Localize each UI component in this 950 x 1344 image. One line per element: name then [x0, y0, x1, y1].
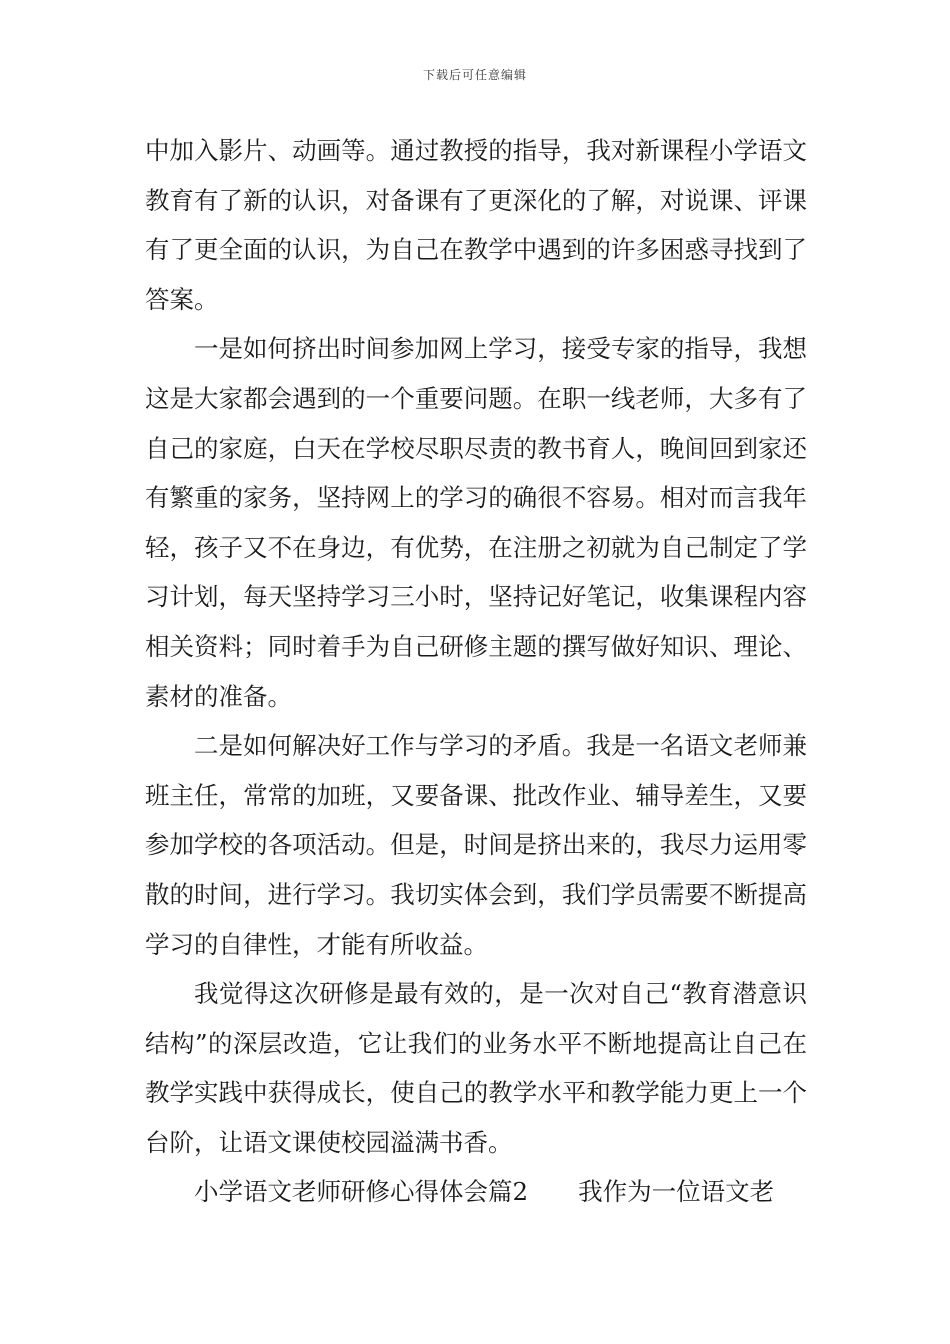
paragraph-conclusion: 我觉得这次研修是最有效的，是一次对自己“教育潜意识结构”的深层改造，它让我们的业务水平不断地提高让自己在教学实践中获得成长，使自己的教学水平和教学能力更上一个台阶，让语文课使校园溢满书香。	[145, 979, 807, 1157]
page-header: 下载后可任意编辑	[422, 68, 527, 82]
article-heading: 小学语文老师研修心得体会篇2	[194, 1177, 529, 1207]
paragraph-continuation: 中加入影片、动画等。通过教授的指导，我对新课程小学语文教育有了新的认识，对备课有了更深化的了解，对说课、评课有了更全面的认识，为自己在教学中遇到的许多困惑寻找到了答案。	[145, 136, 807, 314]
paragraph-next-article	[145, 1167, 807, 1217]
article-opening: 我作为一位语文老	[578, 1177, 775, 1207]
document-body	[145, 126, 807, 1217]
paragraph-first-point: 一是如何挤出时间参加网上学习，接受专家的指导，我想这是大家都会遇到的一个重要问题。在职一线老师，大多有了自己的家庭，白天在学校尽职尽责的教书育人，晚间回到家还有繁重的家务，坚持网上的学习的确很不容易。相对而言我年轻，孩子又不在身边，有优势，在注册之初就为自己制定了学习计划，每天坚持学习三小时，坚持记好笔记，收集课程内容相关资料；同时着手为自己研修主题的撰写做好知识、理论、素材的准备。	[145, 334, 807, 711]
paragraph-second-point: 二是如何解决好工作与学习的矛盾。我是一名语文老师兼班主任，常常的加班，又要备课、批改作业、辅导差生，又要参加学校的各项活动。但是，时间是挤出来的，我尽力运用零散的时间，进行学习。我切实体会到，我们学员需要不断提高学习的自律性，才能有所收益。	[145, 731, 807, 959]
